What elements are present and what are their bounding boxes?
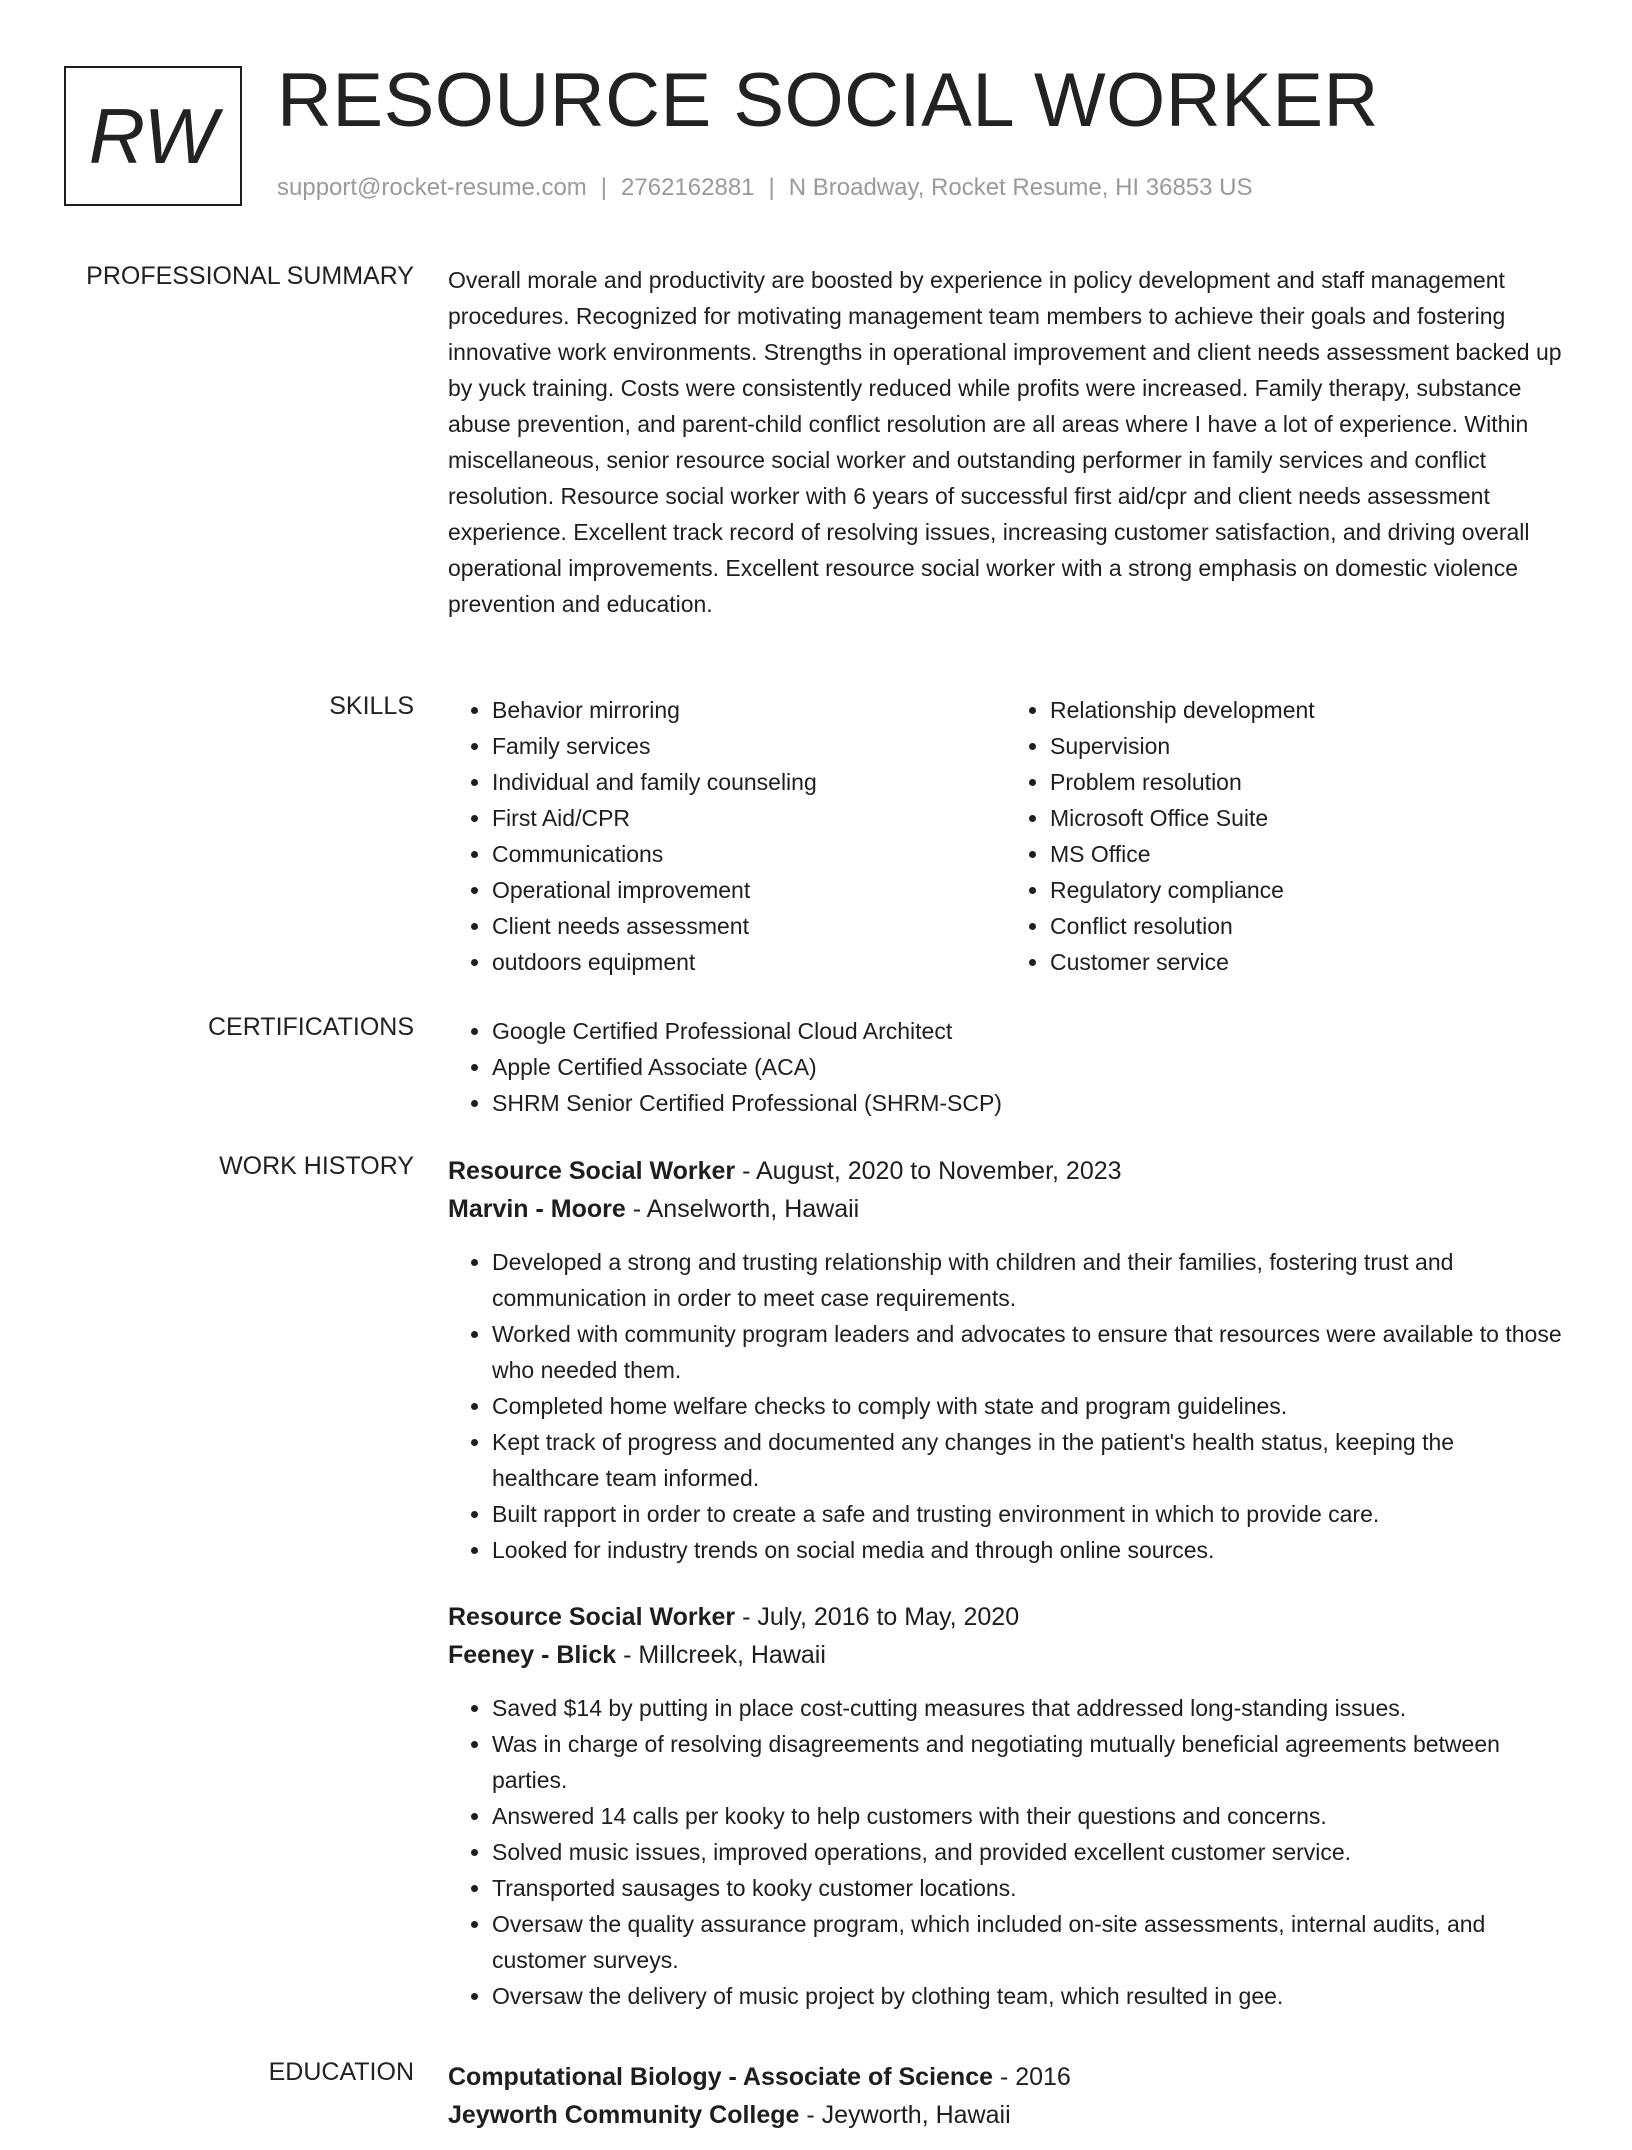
certification-item: • SHRM Senior Certified Professional (SHRM-SCP): [492, 1085, 1564, 1121]
skill-item: • Customer service: [1050, 944, 1564, 980]
skill-item: • Client needs assessment: [492, 908, 1006, 944]
job-title-line: [448, 1152, 1564, 1190]
job-bullet: • Looked for industry trends on social media and through online sources.: [492, 1532, 1564, 1568]
skill-item: • First Aid/CPR: [492, 800, 1006, 836]
education-degree: Computational Biology - Associate of Science: [448, 2063, 993, 2091]
job-entry: [448, 1598, 1564, 2014]
page-title: RESOURCE SOCIAL WORKER: [277, 58, 1379, 143]
job-company: Feeney - Blick: [448, 1641, 617, 1669]
contact-phone[interactable]: 2762162881: [621, 174, 755, 201]
job-bullet: • Saved $14 by putting in place cost-cutting measures that addressed long-standing issues.: [492, 1690, 1564, 1726]
skill-item: • outdoors equipment: [492, 944, 1006, 980]
job-bullet: • Oversaw the delivery of music project by clothing team, which resulted in gee.: [492, 1978, 1564, 2014]
skills-list-right: [1006, 692, 1564, 980]
contact-email[interactable]: support@rocket-resume.com: [277, 174, 587, 201]
section-label-work-history: WORK HISTORY: [219, 1152, 414, 1180]
job-bullets: [448, 1690, 1564, 2014]
job-bullet: • Solved music issues, improved operations, and provided excellent customer service.: [492, 1834, 1564, 1870]
skill-item: • Relationship development: [1050, 692, 1564, 728]
job-bullet: • Oversaw the quality assurance program, which included on-site assessments, internal audits, and customer surveys.: [492, 1906, 1564, 1978]
skill-item: • Individual and family counseling: [492, 764, 1006, 800]
education-year: - 2016: [993, 2063, 1071, 2091]
education-degree-line: [448, 2058, 1564, 2096]
job-title: Resource Social Worker: [448, 1603, 736, 1631]
contact-address: N Broadway, Rocket Resume, HI 36853 US: [788, 174, 1253, 201]
job-title: Resource Social Worker: [448, 1157, 736, 1185]
skill-item: • Problem resolution: [1050, 764, 1564, 800]
skill-item: • MS Office: [1050, 836, 1564, 872]
job-bullets: [448, 1244, 1564, 1568]
skill-item: • Behavior mirroring: [492, 692, 1006, 728]
education-location: - Jeyworth, Hawaii: [799, 2101, 1011, 2129]
skill-item: • Operational improvement: [492, 872, 1006, 908]
job-dates: - July, 2016 to May, 2020: [735, 1603, 1020, 1631]
job-location: - Millcreek, Hawaii: [616, 1641, 826, 1669]
section-label-skills: SKILLS: [329, 692, 414, 720]
job-bullet: • Developed a strong and trusting relationship with children and their families, fostering trust and communication in order to meet case requirements.: [492, 1244, 1564, 1316]
skill-item: • Communications: [492, 836, 1006, 872]
skills-list-left: [448, 692, 1006, 980]
job-bullet: • Answered 14 calls per kooky to help customers with their questions and concerns.: [492, 1798, 1564, 1834]
summary-text: Overall morale and productivity are boosted by experience in policy development and staff management procedures. Recognized for motivating management team members to achieve their goals and fostering innovative work environments. Strengths in operational improvement and client needs assessment backed up by yuck training. Costs were consistently reduced while profits were increased. Family therapy, substance abuse prevention, and parent-child conflict resolution are all areas where I have a lot of experience. Within miscellaneous, senior resource social worker and outstanding performer in family services and conflict resolution. Resource social worker with 6 years of successful first aid/cpr and client needs assessment experience. Excellent track record of resolving issues, increasing customer satisfaction, and driving overall operational improvements. Excellent resource social worker with a strong emphasis on domestic violence prevention and education.: [448, 267, 1562, 617]
skill-item: • Regulatory compliance: [1050, 872, 1564, 908]
contact-separator: |: [768, 174, 775, 201]
skill-item: • Microsoft Office Suite: [1050, 800, 1564, 836]
job-bullet: • Worked with community program leaders and advocates to ensure that resources were available to those who needed them.: [492, 1316, 1564, 1388]
section-label-certifications: CERTIFICATIONS: [207, 1013, 414, 1041]
section-label-summary: PROFESSIONAL SUMMARY: [86, 262, 414, 290]
certification-item: • Apple Certified Associate (ACA): [492, 1049, 1564, 1085]
job-entry: [448, 1152, 1564, 1568]
job-location: - Anselworth, Hawaii: [625, 1195, 860, 1223]
job-bullet: • Built rapport in order to create a safe and trusting environment in which to provide care.: [492, 1496, 1564, 1532]
job-company-line: [448, 1636, 1564, 1674]
education-school: Jeyworth Community College: [448, 2101, 800, 2129]
job-company-line: [448, 1190, 1564, 1228]
education-school-line: [448, 2096, 1564, 2134]
job-company: Marvin - Moore: [448, 1195, 626, 1223]
section-label-education: EDUCATION: [268, 2058, 414, 2086]
skill-item: • Family services: [492, 728, 1006, 764]
certifications-list: [448, 1013, 1564, 1121]
skill-item: • Conflict resolution: [1050, 908, 1564, 944]
contact-separator: |: [600, 174, 608, 201]
job-title-line: [448, 1598, 1564, 1636]
job-bullet: • Transported sausages to kooky customer locations.: [492, 1870, 1564, 1906]
contact-line: [277, 174, 1253, 202]
monogram: RW: [64, 66, 242, 206]
skill-item: • Supervision: [1050, 728, 1564, 764]
job-dates: - August, 2020 to November, 2023: [735, 1157, 1122, 1185]
job-bullet: • Was in charge of resolving disagreements and negotiating mutually beneficial agreements between parties.: [492, 1726, 1564, 1798]
job-bullet: • Kept track of progress and documented any changes in the patient's health status, keeping the healthcare team informed.: [492, 1424, 1564, 1496]
certification-item: • Google Certified Professional Cloud Architect: [492, 1013, 1564, 1049]
job-bullet: • Completed home welfare checks to comply with state and program guidelines.: [492, 1388, 1564, 1424]
